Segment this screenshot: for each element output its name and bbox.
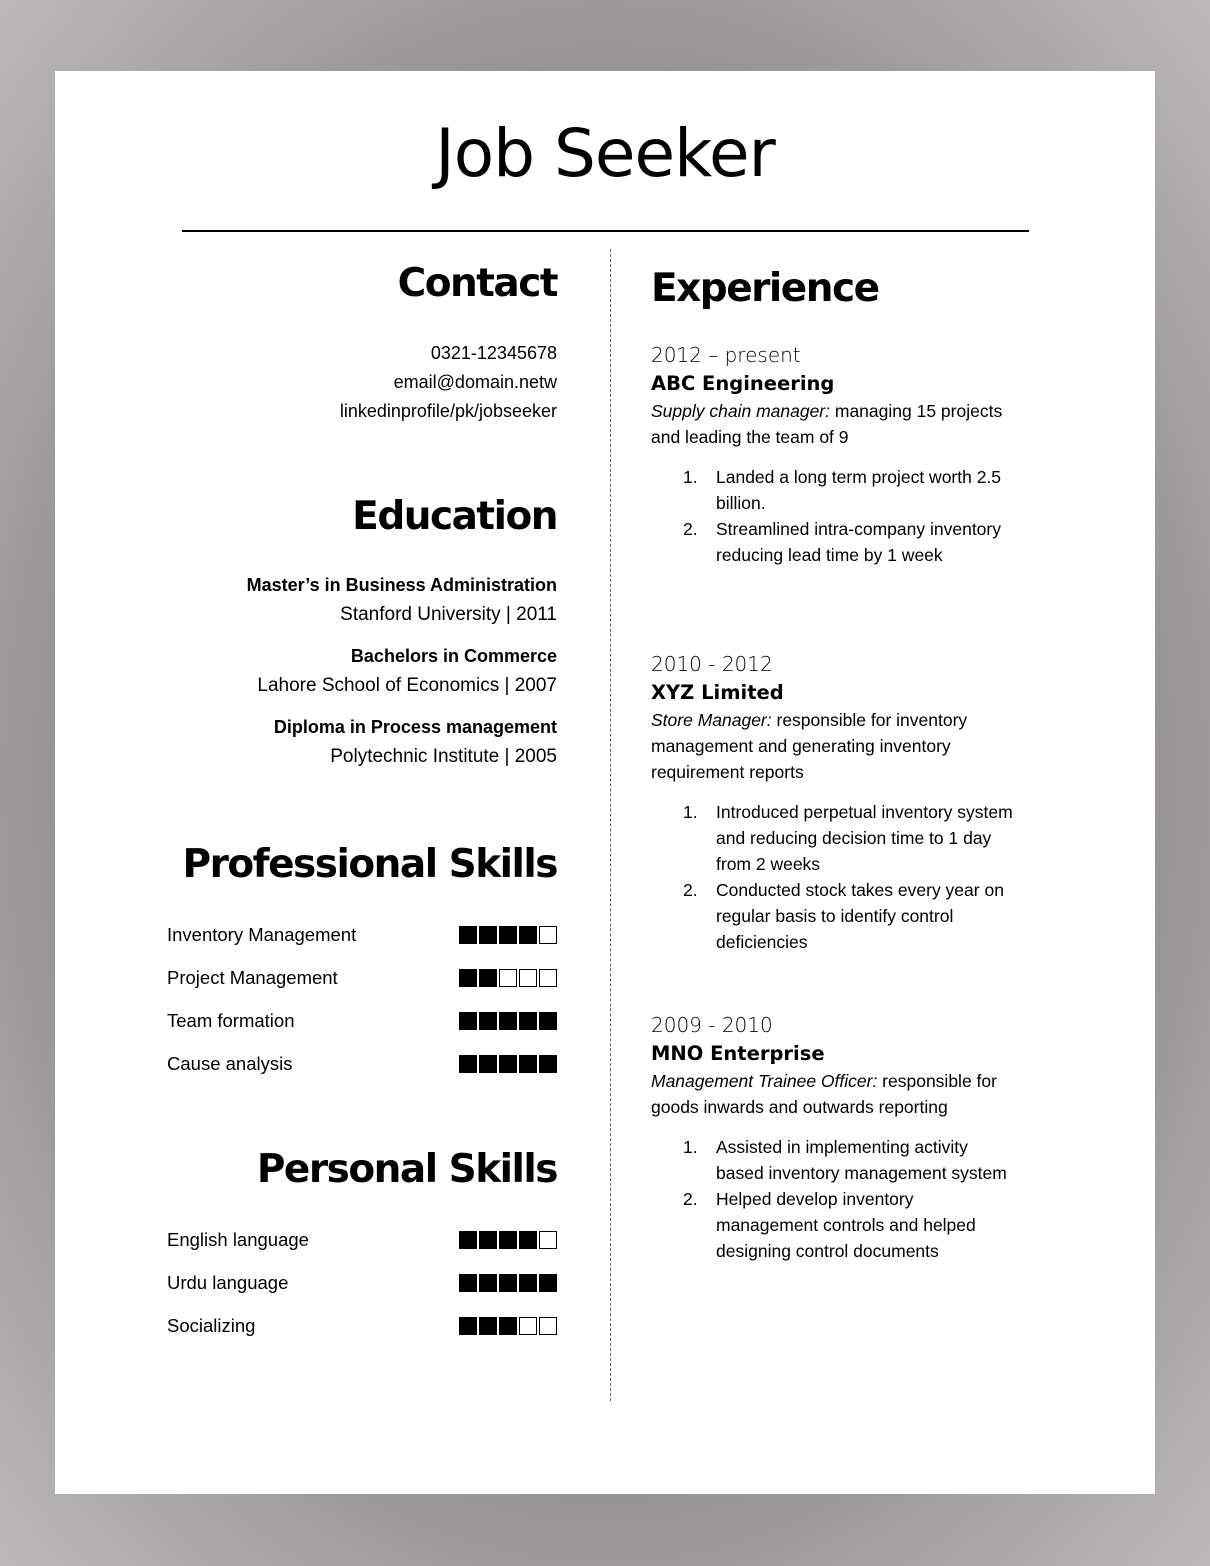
job-role: Store Manager: [651,710,772,730]
job-summary: responsible for inventory management and generating inventory requirement reports [651,710,968,782]
experience-entry [651,650,1031,955]
rating-box-empty [539,969,557,987]
job-dates: 2010 - 2012 [651,652,773,676]
contact-linkedin: linkedinprofile/pk/jobseeker [339,401,557,421]
rating-box-filled [539,1274,557,1292]
rating-box-filled [539,1055,557,1073]
rating-box-filled [459,926,477,944]
personal-skill-row [167,1314,557,1338]
rating-box-empty [539,1317,557,1335]
rating-box-empty [539,1231,557,1249]
rating-box-filled [499,926,517,944]
professional-skill-label: Team formation [167,1010,295,1031]
professional-skill-row [167,1009,557,1033]
column-divider [610,249,611,1401]
personal-skill-rating [459,1274,557,1292]
education-degree: Diploma in Process management [273,717,557,737]
achievement-item [651,877,1013,955]
rating-box-empty [519,1317,537,1335]
rating-box-filled [519,1274,537,1292]
personal-skills-heading: Personal Skills [256,1147,557,1192]
rating-box-filled [479,1317,497,1335]
job-achievements [651,464,1031,568]
job-achievements [651,799,1031,955]
job-description [651,707,1031,785]
achievement-item [651,516,1013,568]
contact-phone: 0321-12345678 [430,343,557,363]
achievement-number: 1. [683,467,698,487]
rating-box-filled [499,1274,517,1292]
experience-entry [651,1011,1031,1264]
job-description [651,398,1031,450]
personal-skill-label: Socializing [167,1315,256,1336]
job-dates: 2012 – present [651,343,801,367]
contact-email: email@domain.netw [393,372,557,392]
rating-box-filled [459,1317,477,1335]
achievement-text: Introduced perpetual inventory system and reducing decision time to 1 day from 2 weeks [716,802,1013,874]
rating-box-filled [479,1055,497,1073]
rating-box-filled [539,1012,557,1030]
rating-box-filled [499,1012,517,1030]
achievement-item [651,799,1013,877]
achievement-number: 2. [683,1189,698,1209]
professional-skill-label: Project Management [167,967,338,988]
rating-box-filled [479,926,497,944]
professional-skill-label: Cause analysis [167,1053,293,1074]
personal-skill-row [167,1271,557,1295]
job-role: Management Trainee Officer: [651,1071,878,1091]
job-role: Supply chain manager: [651,401,830,421]
job-description [651,1068,1031,1120]
rating-box-empty [539,926,557,944]
education-degree: Master’s in Business Administration [246,575,557,595]
achievement-text: Assisted in implementing activity based inventory management system [716,1137,1007,1183]
rating-box-filled [499,1231,517,1249]
rating-box-filled [459,1055,477,1073]
education-item [274,713,557,771]
experience-entry [651,341,1031,568]
education-item [257,642,557,700]
education-institution: Polytechnic Institute | 2005 [330,746,557,767]
education-degree: Bachelors in Commerce [350,646,557,666]
job-company: ABC Engineering [651,372,835,395]
education-item [247,571,557,629]
personal-skill-rating [459,1317,557,1335]
education-heading: Education [352,494,557,539]
rating-box-filled [519,1231,537,1249]
personal-skill-rating [459,1231,557,1249]
professional-skill-label: Inventory Management [167,924,357,945]
personal-skill-label: English language [167,1229,309,1250]
education-institution: Stanford University | 2011 [340,604,557,625]
job-summary: responsible for goods inwards and outwards reporting [651,1071,997,1117]
education-institution: Lahore School of Economics | 2007 [257,675,557,696]
job-dates: 2009 - 2010 [651,1013,773,1037]
job-achievements [651,1134,1031,1264]
professional-skill-row [167,966,557,990]
candidate-name: Job Seeker [435,115,775,192]
professional-skill-row [167,1052,557,1076]
professional-skill-rating [459,969,557,987]
rating-box-filled [459,969,477,987]
personal-skill-row [167,1228,557,1252]
professional-skill-row [167,923,557,947]
rating-box-filled [499,1317,517,1335]
professional-skill-rating [459,1055,557,1073]
rating-box-filled [519,1012,537,1030]
achievement-text: Landed a long term project worth 2.5 billion. [716,467,1002,513]
professional-skill-rating [459,926,557,944]
rating-box-filled [479,1231,497,1249]
professional-skills-heading: Professional Skills [182,842,557,887]
job-summary: managing 15 projects and leading the team of 9 [651,401,1003,447]
professional-skill-rating [459,1012,557,1030]
achievement-number: 2. [683,519,698,539]
job-company: MNO Enterprise [651,1042,825,1065]
job-company: XYZ Limited [651,681,784,704]
rating-box-filled [479,1012,497,1030]
achievement-item [651,1134,1013,1186]
achievement-text: Streamlined intra-company inventory reducing lead time by 1 week [716,519,1001,565]
rating-box-filled [479,1274,497,1292]
rating-box-filled [479,969,497,987]
rating-box-filled [519,926,537,944]
achievement-text: Helped develop inventory management controls and helped designing control documents [716,1189,976,1261]
rating-box-empty [519,969,537,987]
rating-box-empty [499,969,517,987]
rating-box-filled [459,1231,477,1249]
rating-box-filled [459,1012,477,1030]
experience-heading: Experience [651,266,879,311]
achievement-text: Conducted stock takes every year on regular basis to identify control deficiencies [716,880,1004,952]
header-rule [182,230,1029,232]
contact-heading: Contact [397,261,557,306]
achievement-number: 1. [683,802,698,822]
resume-page [55,71,1155,1494]
rating-box-filled [499,1055,517,1073]
contact-details [340,339,557,426]
achievement-number: 1. [683,1137,698,1157]
rating-box-filled [459,1274,477,1292]
personal-skill-label: Urdu language [167,1272,289,1293]
achievement-item [651,464,1013,516]
achievement-number: 2. [683,880,698,900]
rating-box-filled [519,1055,537,1073]
achievement-item [651,1186,1013,1264]
